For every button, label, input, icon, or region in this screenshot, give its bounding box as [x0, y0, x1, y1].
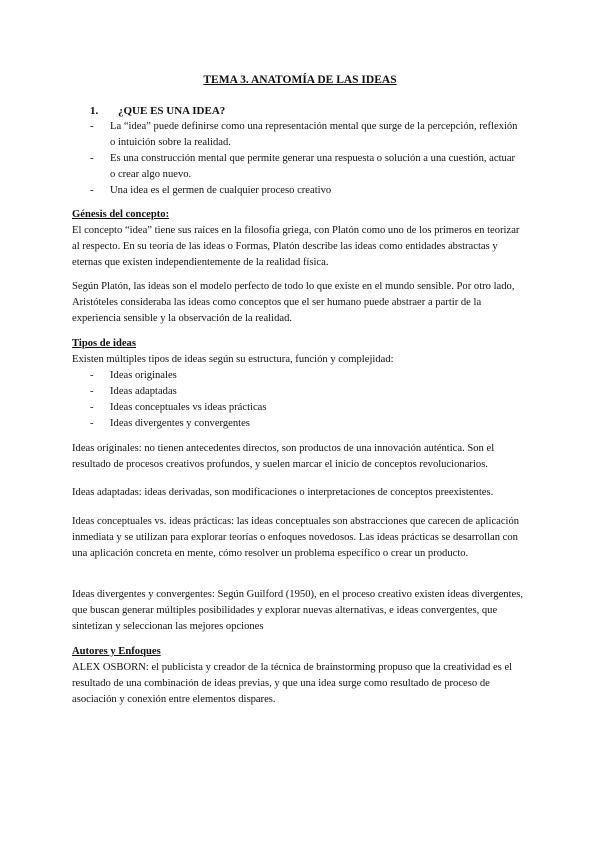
tipos-intro: Existen múltiples tipos de ideas según su estructura, función y complejidad: — [72, 354, 394, 365]
list-item: - Ideas originales — [90, 368, 520, 384]
paragraph-ideas-originales: Ideas originales: no tienen antecedentes directos, son productos de una innovación auténtica. Son el resultado de procesos creativos profundos, y suelen marcar el inicio de conceptos revolucionarios. — [72, 443, 495, 470]
tipos-heading: Tipos de ideas — [72, 338, 136, 349]
paragraph-ideas-adaptadas: Ideas adaptadas: ideas derivadas, son modificaciones o interpretaciones de conceptos preexistentes. — [72, 487, 494, 498]
definition-list — [90, 119, 520, 199]
list-item: - Ideas adaptadas — [90, 384, 520, 400]
list-item: - Ideas divergentes y convergentes — [90, 416, 520, 432]
paragraph-ideas-divergentes: Ideas divergentes y convergentes: Según Guilford (1950), en el proceso creativo existen ideas divergentes, que buscan generar múltiples posibilidades y explorar nuevas alternativas, e ideas convergentes, que sintetizan y seleccionan las mejores opciones — [72, 589, 523, 632]
section-heading — [90, 103, 225, 119]
list-item: - Es una construcción mental que permite generar una respuesta o solución a una cuestión, actuar o crear algo nuevo. — [90, 151, 520, 183]
list-item: - Una idea es el germen de cualquier proceso creativo — [90, 183, 520, 199]
genesis-paragraph: El concepto “idea” tiene sus raíces en la filosofía griega, con Platón como uno de los primeros en teorizar al respecto. En su teoría de las ideas o Formas, Platón describe las ideas como entidades abstractas y eternas que existen independientemente de la realidad física. — [72, 225, 520, 268]
list-item: - La “idea” puede definirse como una representación mental que surge de la percepción, reflexión o intuición sobre la realidad. — [90, 119, 520, 151]
genesis-heading: Génesis del concepto: — [72, 209, 170, 220]
tipos-list — [90, 368, 520, 432]
section-heading-text: ¿QUE ES UNA IDEA? — [118, 105, 226, 117]
document-title: TEMA 3. ANATOMÍA DE LAS IDEAS — [203, 74, 397, 86]
autores-paragraph: ALEX OSBORN: el publicista y creador de la técnica de brainstorming propuso que la creatividad es el resultado de una combinación de ideas previas, y que una idea surge como resultado de proceso de asociación y conexión entre elementos dispares. — [72, 662, 513, 705]
autores-heading: Autores y Enfoques — [72, 646, 161, 657]
paragraph-ideas-conceptuales: Ideas conceptuales vs. ideas prácticas: las ideas conceptuales son abstracciones que carecen de aplicación inmediata y se utilizan para explorar teorías o enfoques novedosos. Las ideas prácticas se desarrollan con una aplicación concreta en mente, cómo resolver un problema específico o crear un producto. — [72, 516, 520, 559]
list-item: - Ideas conceptuales vs ideas prácticas — [90, 400, 520, 416]
genesis-paragraph: Según Platón, las ideas son el modelo perfecto de todo lo que existe en el mundo sensible. Por otro lado, Aristóteles consideraba las ideas como conceptos que el ser humano puede abstraer a partir de la experiencia sensible y la observación de la realidad. — [72, 281, 515, 324]
section-number: 1. — [90, 105, 99, 117]
